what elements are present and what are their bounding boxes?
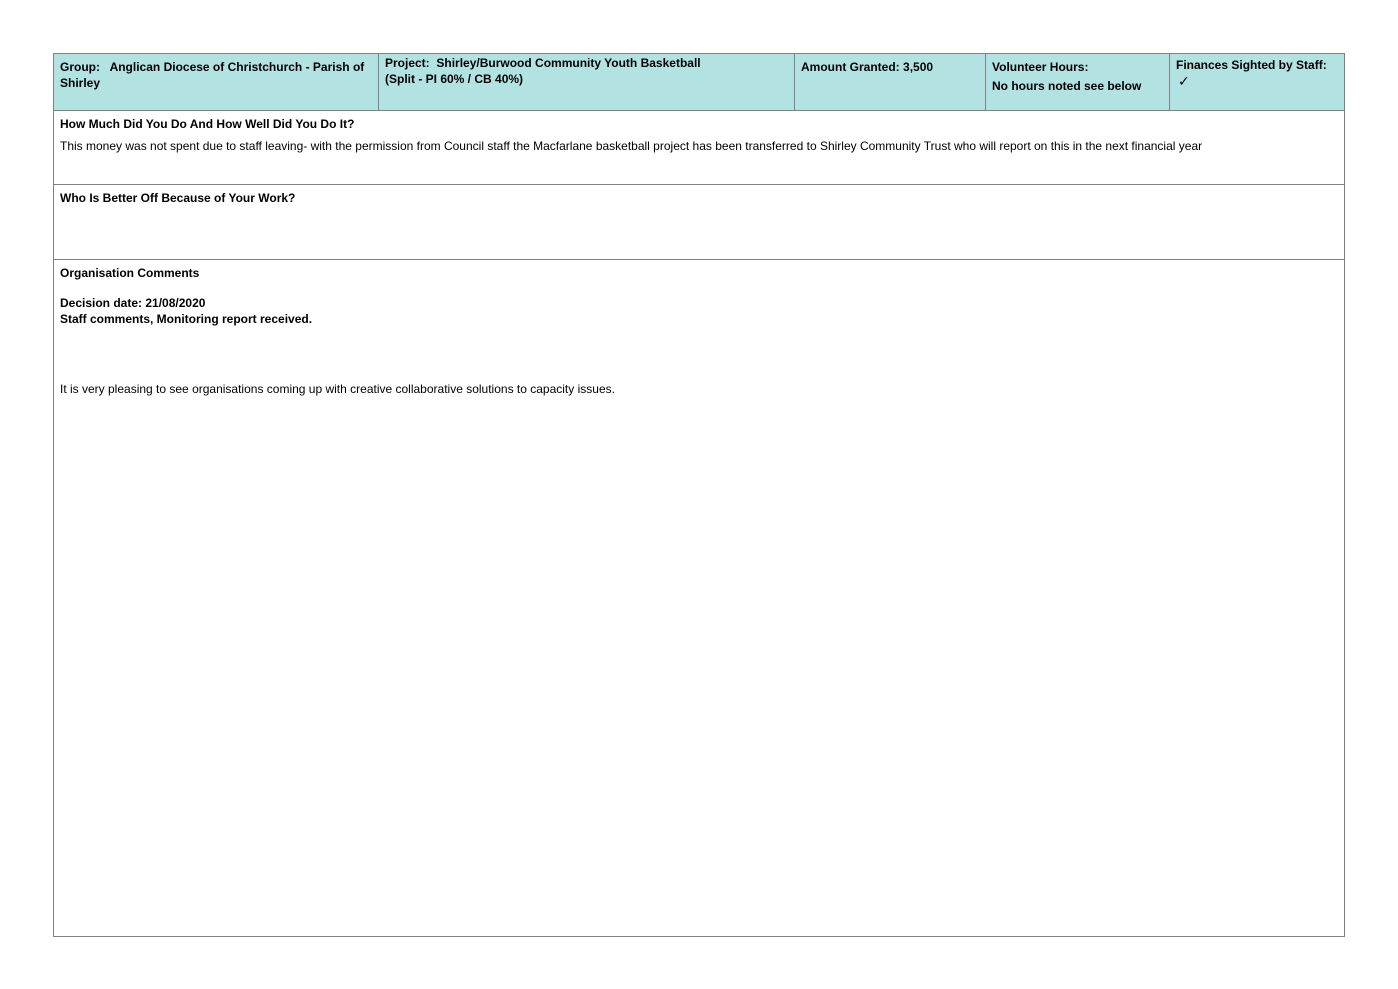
better-off-section <box>54 185 1344 260</box>
group-cell <box>54 54 379 110</box>
volunteer-cell <box>986 54 1170 110</box>
org-comments-text: It is very pleasing to see organisations coming up with creative collaborative solutions to capacity issues. <box>60 382 615 396</box>
project-cell <box>379 54 795 110</box>
checkmark-icon: ✓ <box>1178 73 1190 89</box>
decision-date: Decision date: 21/08/2020 <box>60 296 206 310</box>
volunteer-value: No hours noted see below <box>992 79 1142 93</box>
project-label: Project: <box>385 56 430 70</box>
staff-comments: Staff comments, Monitoring report received. <box>60 312 313 326</box>
how-much-title: How Much Did You Do And How Well Did You Do It? <box>60 117 355 131</box>
decision-block <box>60 295 1338 327</box>
project-split: (Split - PI 60% / CB 40%) <box>385 72 524 86</box>
report-header-row <box>54 54 1344 111</box>
group-value: Anglican Diocese of Christchurch - Parish of Shirley <box>60 60 365 90</box>
amount-label: Amount Granted: <box>801 60 900 74</box>
volunteer-label: Volunteer Hours: <box>992 60 1089 74</box>
how-much-body: This money was not spent due to staff leaving- with the permission from Council staff the Macfarlane basketball project has been transferred to Shirley Community Trust who will report on this in the next financial year <box>60 139 1203 153</box>
better-off-title: Who Is Better Off Because of Your Work? <box>60 191 296 205</box>
monitoring-report-table <box>53 53 1345 937</box>
how-much-section <box>54 111 1344 185</box>
organisation-comments-section <box>54 260 1344 401</box>
project-value: Shirley/Burwood Community Youth Basketball <box>436 56 701 70</box>
finances-cell <box>1170 54 1344 110</box>
finances-label: Finances Sighted by Staff: <box>1176 58 1327 72</box>
amount-cell <box>795 54 986 110</box>
amount-value: 3,500 <box>903 60 934 74</box>
org-comments-title: Organisation Comments <box>60 266 200 280</box>
group-label: Group: <box>60 60 100 74</box>
